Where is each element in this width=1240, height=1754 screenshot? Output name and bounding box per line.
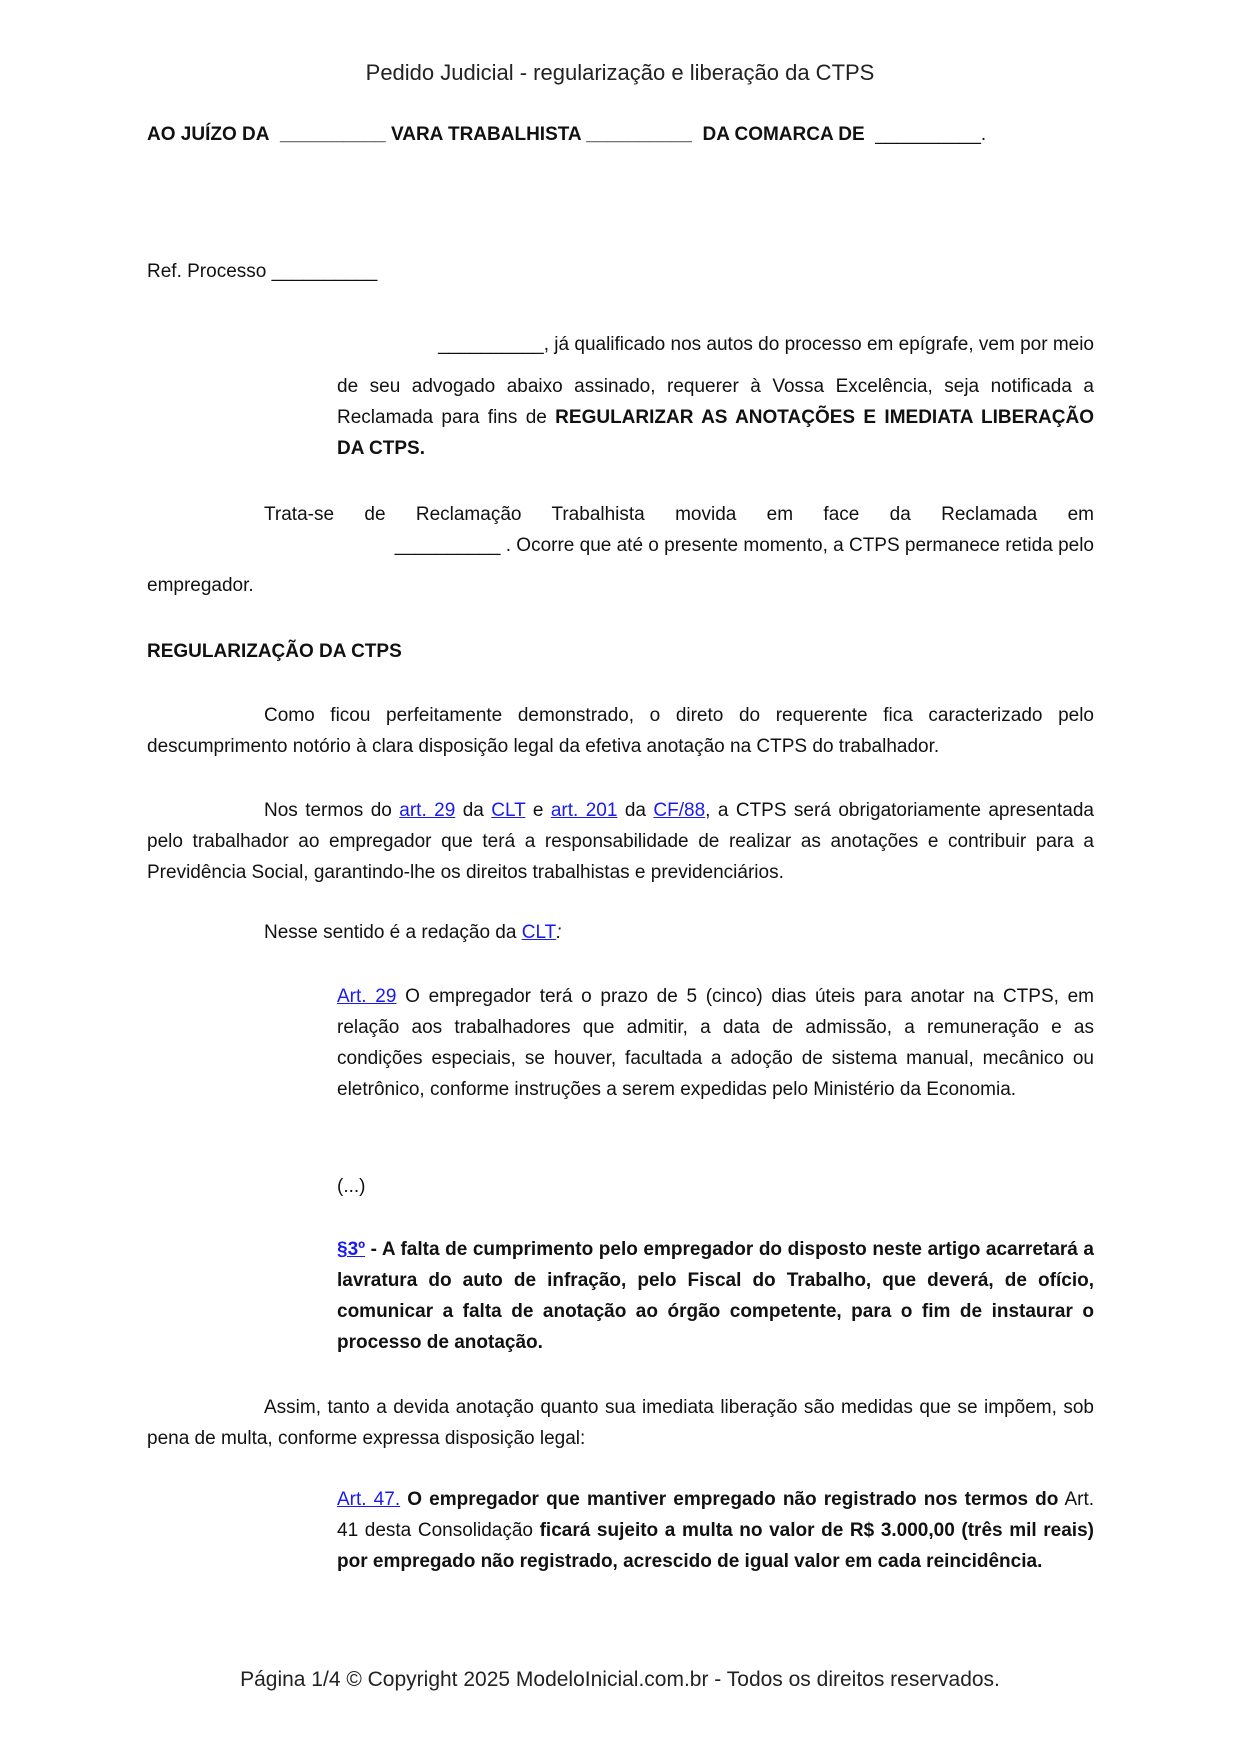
facts-line2: . Ocorre que até o presente momento, a CTPS permanece retida pelo — [500, 535, 1094, 556]
quote-art-29-text: O empregador terá o prazo de 5 (cinco) dias úteis para anotar na CTPS, em relação aos trabalhadores que admitir, a data de admissão, a remuneração e as condições especiais, se houver, facultada a adoção de sistema manual, mecânico ou eletrônico, conforme instruções a serem expedidas pelo Ministério da Economia. — [337, 986, 1094, 1100]
intro-bold-request: REGULARIZAR AS ANOTAÇÕES E IMEDIATA LIBERAÇÃO DA CTPS. — [337, 407, 1094, 459]
paragraph-demonstrated: Como ficou perfeitamente demonstrado, o direto do requerente fica caracterizado pelo descumprimento notório à clara disposição legal da efetiva anotação na CTPS do trabalhador. — [147, 705, 1094, 757]
paragraph-legal-basis — [147, 795, 1094, 888]
para3-text: Nesse sentido é a redação da — [264, 922, 522, 943]
facts-line1: Trata-se de Reclamação Trabalhista movida em face da Reclamada em — [264, 504, 1094, 525]
quote-art-47-normal: Art. 41 desta Consolidação — [337, 1489, 1095, 1541]
link-clt-2[interactable]: CLT — [521, 922, 557, 943]
intro-text: de seu advogado abaixo assinado, requerer à Vossa Excelência, seja notificada a Reclamada para fins de — [337, 376, 1094, 428]
para2-text2: da — [455, 800, 492, 821]
link-quote-art-29[interactable]: Art. 29 — [337, 986, 397, 1007]
link-art-201[interactable]: art. 201 — [550, 800, 618, 821]
facts-line3: empregador. — [147, 575, 254, 596]
ellipsis: (...) — [337, 1176, 366, 1197]
link-clt[interactable]: CLT — [491, 800, 526, 821]
quote-art-47-bold2: ficará sujeito a multa no valor de R$ 3.000,00 (três mil reais) por empregado não registrado, acrescido de igual valor em cada reincidência. — [337, 1520, 1094, 1572]
para2-text5: , a CTPS será obrigatoriamente apresentada pelo trabalhador ao empregador que terá a responsabilidade de realizar as anotações e contribuir para a Previdência Social, garantindo-lhe os direitos trabalhistas e previdenciários. — [147, 800, 1094, 883]
addressee-blank-trabalhista: __________ — [586, 124, 692, 145]
link-art-47[interactable]: Art. 47. — [337, 1489, 401, 1510]
quote-art-47-bold1: O empregador que mantiver empregado não registrado nos termos do — [400, 1489, 1059, 1510]
addressee-part3: DA COMARCA DE — [702, 124, 865, 145]
addressee-line — [147, 119, 1094, 150]
facts-blank: __________ — [394, 535, 501, 556]
page-header-title: Pedido Judicial - regularização e liberação da CTPS — [365, 60, 875, 85]
addressee-blank-vara: __________ — [280, 124, 386, 145]
quote-art-29 — [337, 981, 1094, 1105]
link-cf88[interactable]: CF/88 — [653, 800, 706, 821]
quote-paragraph-3-text: - A falta de cumprimento pelo empregador do disposto neste artigo acarretará a lavratura do auto de infração, pelo Fiscal do Trabalho, que deverá, de ofício, comunicar a falta de anotação ao órgão competente, para o fim de instaurar o processo de anotação. — [337, 1239, 1094, 1353]
para2-text1: Nos termos do — [264, 800, 400, 821]
para2-text3: e — [525, 800, 551, 821]
ref-process-line — [147, 256, 377, 287]
ref-blank: __________ — [271, 261, 378, 282]
intro-line1: , já qualificado nos autos do processo em epígrafe, vem por meio — [543, 334, 1094, 355]
addressee-part2: VARA TRABALHISTA — [390, 124, 581, 145]
para2-text4: da — [617, 800, 654, 821]
intro-blank: __________ — [438, 334, 544, 355]
quote-paragraph-3 — [337, 1234, 1094, 1358]
quote-art-47 — [337, 1484, 1094, 1577]
ref-label: Ref. Processo — [147, 261, 267, 282]
addressee-end: . — [980, 124, 987, 145]
intro-paragraph — [337, 329, 1094, 464]
addressee-part1: AO JUÍZO DA — [147, 124, 270, 145]
page-footer: Página 1/4 © Copyright 2025 ModeloInicial.com.br - Todos os direitos reservados. — [240, 1668, 1000, 1691]
paragraph-penalty: Assim, tanto a devida anotação quanto sua imediata liberação são medidas que se impõem, sob pena de multa, conforme expressa disposição legal: — [147, 1397, 1094, 1449]
addressee-blank-comarca: __________ — [875, 124, 981, 145]
link-paragraph-3[interactable]: §3º — [337, 1239, 366, 1260]
section-title: REGULARIZAÇÃO DA CTPS — [147, 641, 402, 662]
facts-paragraph — [264, 499, 1094, 561]
link-art-29[interactable]: art. 29 — [399, 800, 456, 821]
para3-colon: : — [556, 922, 562, 943]
paragraph-clt-intro — [264, 917, 562, 948]
